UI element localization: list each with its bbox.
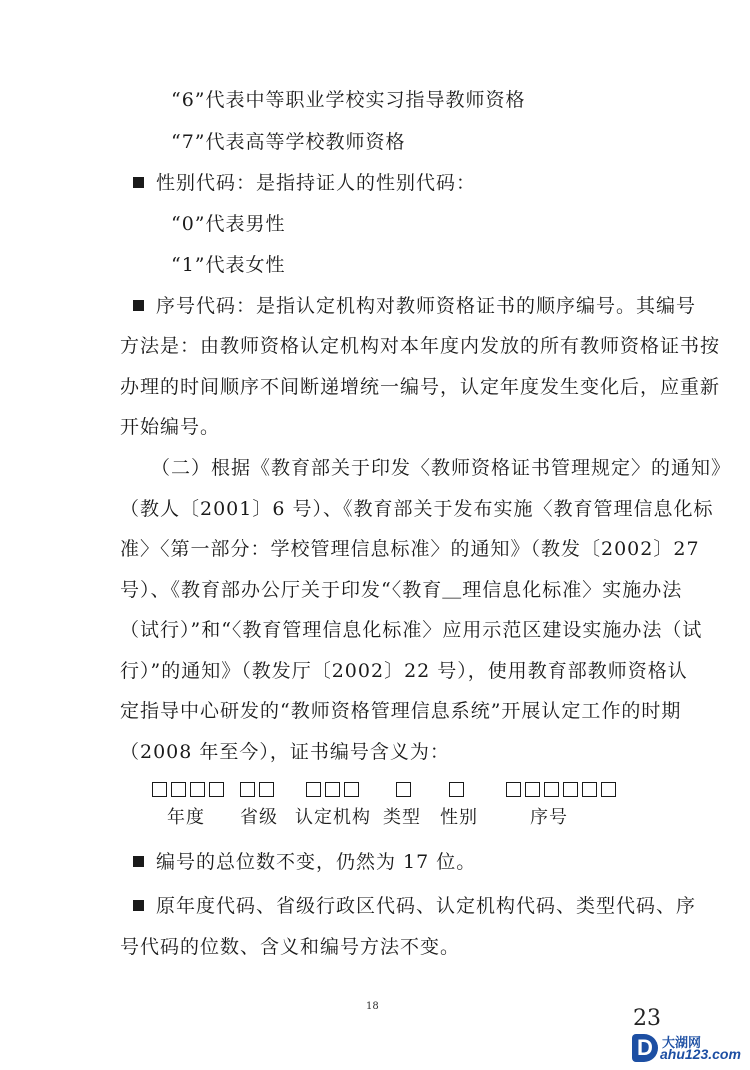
footer-page-number: 18	[366, 1001, 379, 1012]
second-para-line: （二）根据《教育部关于印发〈教师资格证书管理规定〉的通知》	[151, 457, 732, 479]
province-label: 省级	[240, 807, 278, 828]
square-bullet-icon	[133, 300, 144, 311]
year-label: 年度	[167, 807, 205, 828]
agency-label: 认定机构	[295, 807, 371, 828]
type-label: 类型	[383, 807, 421, 828]
second-para-line: 准〉〈第一部分：学校管理信息标准〉的通知》（教发〔2002〕27	[120, 538, 700, 560]
square-bullet-icon	[133, 177, 144, 188]
text-line: “0”代表男性	[171, 213, 286, 235]
text-line: “6”代表中等职业学校实习指导教师资格	[171, 89, 526, 111]
serial-para-line: 开始编号。	[120, 416, 221, 438]
gender-label: 性别	[440, 807, 478, 828]
note-line: 号代码的位数、含义和编号方法不变。	[120, 936, 461, 958]
second-para-line: 号）、《教育部办公厅关于印发“〈教育＿理信息化标准〉实施办法	[120, 579, 683, 601]
text-line: “1”代表女性	[171, 254, 286, 276]
agency-boxes	[306, 781, 363, 802]
gender-box	[449, 781, 468, 802]
logo-url: ahu123.com	[660, 1046, 741, 1062]
second-para-line: （教人〔2001〕6 号）、《教育部关于发布实施〈教育管理信息化标	[120, 498, 714, 520]
year-boxes	[152, 781, 228, 802]
serial-para-line: 办理的时间顺序不间断递增统一编号，认定年度发生变化后，应重新	[120, 376, 721, 398]
logo-d-icon: D	[632, 1034, 658, 1062]
square-bullet-icon	[133, 900, 144, 911]
logo-title: 大湖网	[662, 1035, 702, 1050]
note-line: 编号的总位数不变，仍然为 17 位。	[133, 850, 476, 874]
second-para-line: 行）”的通知》（教发厅〔2002〕22 号），使用教育部教师资格认	[120, 660, 688, 682]
serial-para-line: 方法是：由教师资格认定机构对本年度内发放的所有教师资格证书按	[120, 335, 721, 357]
serial-boxes	[506, 781, 620, 802]
watermark-logo	[632, 1034, 744, 1064]
note-line: 原年度代码、省级行政区代码、认定机构代码、类型代码、序	[133, 894, 696, 918]
second-para-line: （2008 年至今），证书编号含义为：	[120, 741, 450, 763]
province-boxes	[240, 781, 278, 802]
second-para-line: （试行）”和“〈教育管理信息化标准〉应用示范区建设实施办法（试	[120, 619, 703, 641]
serial-label: 序号	[530, 807, 568, 828]
text-line: “7”代表高等学校教师资格	[171, 131, 406, 153]
serial-para-line: 序号代码：是指认定机构对教师资格证书的顺序编号。其编号	[133, 294, 696, 318]
type-box	[396, 781, 415, 802]
gender-heading: 性别代码：是指持证人的性别代码：	[133, 171, 476, 195]
second-para-line: 定指导中心研发的“教师资格管理信息系统”开展认定工作的时期	[120, 700, 682, 722]
page-number: 23	[633, 1006, 661, 1031]
square-bullet-icon	[133, 856, 144, 867]
